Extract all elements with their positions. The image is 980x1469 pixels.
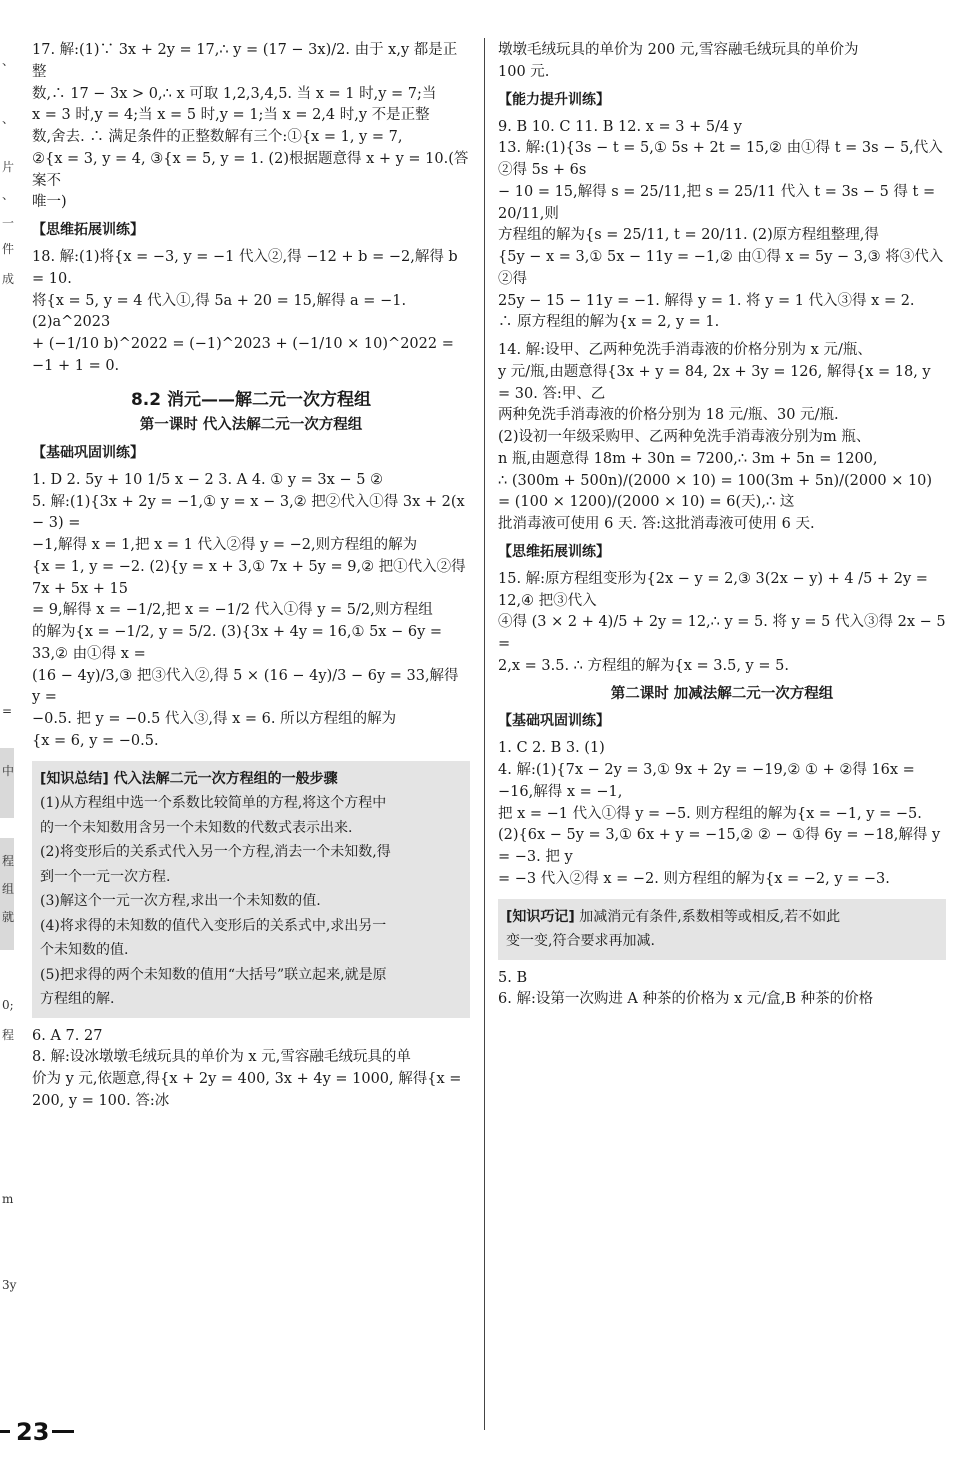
edge-mark: 片	[2, 160, 15, 174]
answer-line: 100 元.	[498, 63, 550, 80]
answer-line: 方程组的解为{s = 25/11, t = 20/11. (2)原方程组整理,得	[498, 227, 879, 244]
section-heading-thinking: 【思维拓展训练】	[498, 543, 610, 560]
answer-line: {5y − x = 3,① 5x − 11y = −1,② 由①得 x = 5y − 3,③ 将③代入②得	[498, 249, 944, 287]
answer-line: 数,舍去. ∴ 满足条件的正整数解有三个:①{x = 1, y = 7,	[32, 129, 403, 145]
answer-line: 15. 解:原方程组变形为{2x − y = 2,③ 3(2x − y) + 4 /5 + 2y = 12,④ 把③代入	[498, 570, 928, 609]
answer-line: {x = 1, y = −2. (2){y = x + 3,① 7x + 5y = 9,② 把①代入②得 7x + 5x + 15	[32, 558, 466, 597]
note-title: [知识总结] 代入法解二元一次方程组的一般步骤	[40, 770, 338, 787]
answer-13	[498, 138, 946, 334]
answer-line: 的解为{x = −1/2, y = 5/2. (3){3x + 4y = 16,① 5x − 6y = 33,② 由①得 x =	[32, 624, 443, 662]
note-line: (4)将求得的未知数的值代入变形后的关系式中,求出另一	[40, 917, 387, 934]
edge-mark: 、	[2, 112, 15, 126]
edge-mark: 组	[2, 882, 15, 896]
answers-9-12: 9. B 10. C 11. B 12. x = 3 + 5/4 y	[498, 118, 742, 135]
answer-line: 5. 解:(1){3x + 2y = −1,① y = x − 3,② 把②代入①得 3x + 2(x − 3) =	[32, 493, 465, 532]
answer-line: ②{x = 3, y = 4, ③{x = 5, y = 1. (2)根据题意得 x + y = 10.(答案不	[32, 150, 469, 189]
edge-shade	[0, 748, 14, 818]
answer-line: 将{x = 5, y = 4 代入①,得 5a + 20 = 15,解得 a = −1. (2)a^2023	[32, 292, 407, 331]
edge-mark: 程	[2, 854, 15, 868]
answer-14	[498, 340, 946, 536]
note-line: (1)从方程组中选一个系数比较简单的方程,将这个方程中	[40, 795, 387, 811]
answer-line: 数,∴ 17 − 3x > 0,∴ x 可取 1,2,3,4,5. 当 x = 1 时,y = 7;当	[32, 85, 437, 102]
left-column	[26, 40, 474, 1425]
answer-line: (2)设初一年级采购甲、乙两种免洗手消毒液分别为m 瓶、	[498, 429, 871, 445]
lesson-title: 第二课时 加减法解二元一次方程组	[610, 685, 834, 702]
answer-line: 17. 解:(1)∵ 3x + 2y = 17,∴ y = (17 − 3x)/2. 由于 x,y 都是正整	[32, 42, 458, 80]
section-heading-basic: 【基础巩固训练】	[32, 444, 144, 461]
answer-18	[32, 247, 470, 378]
knowledge-summary-box	[32, 761, 470, 1018]
answer-line: 墩墩毛绒玩具的单价为 200 元,雪容融毛绒玩具的单价为	[498, 42, 859, 58]
note-line: (5)把求得的两个未知数的值用“大括号”联立起来,就是原	[40, 966, 387, 983]
chapter-title: 8.2 消元——解二元一次方程组	[130, 389, 372, 410]
column-divider	[484, 38, 485, 1430]
edge-mark: 0;	[2, 998, 14, 1012]
answer-line: = −3 代入②得 x = −2. 则方程组的解为{x = −2, y = −3.	[498, 870, 890, 887]
note-line: 方程组的解.	[40, 991, 115, 1007]
answers-6-7: 6. A 7. 27	[32, 1027, 103, 1044]
edge-mark: 中	[2, 764, 15, 778]
edge-mark: 3y	[2, 1278, 17, 1292]
answer-5: 5. B	[498, 969, 528, 986]
page-number-dash	[52, 1430, 74, 1433]
edge-mark: 成	[2, 272, 15, 286]
answer-17	[32, 40, 470, 214]
section-heading-basic: 【基础巩固训练】	[498, 713, 610, 730]
note-text: 加减消元有条件,系数相等或相反,若不如此	[579, 908, 841, 925]
edge-mark: 一	[2, 216, 15, 230]
answer-line: 2,x = 3.5. ∴ 方程组的解为{x = 3.5, y = 5.	[498, 657, 789, 674]
answer-line: −0.5. 把 y = −0.5 代入③,得 x = 6. 所以方程组的解为	[32, 711, 397, 727]
edge-mark: 件	[2, 242, 15, 256]
answer-line: x = 3 时,y = 4;当 x = 5 时,y = 1;当 x = 2,4 时,y 不是正整	[32, 107, 430, 124]
answer-line: 唯一)	[32, 194, 67, 211]
answer-line: 8. 解:设冰墩墩毛绒玩具的单价为 x 元,雪容融毛绒玩具的单	[32, 1049, 411, 1066]
edge-mark: m	[2, 1192, 14, 1206]
note-line: (3)解这个一元一次方程,求出一个未知数的值.	[40, 893, 321, 909]
lesson-title: 第一课时 代入法解二元一次方程组	[139, 417, 363, 433]
right-column	[494, 40, 946, 1425]
answer-15	[498, 569, 946, 678]
answer-line: 两种免洗手消毒液的价格分别为 18 元/瓶、30 元/瓶.	[498, 407, 839, 424]
answer-line: ④得 (3 × 2 + 4)/5 + 2y = 12,∴ y = 5. 将 y = 5 代入③得 2x − 5 =	[498, 614, 946, 652]
answer-line: 批消毒液可使用 6 天. 答:这批消毒液可使用 6 天.	[498, 516, 815, 532]
answer-6: 6. 解:设第一次购进 A 种茶的价格为 x 元/盒,B 种茶的价格	[498, 991, 874, 1008]
section-heading-ability: 【能力提升训练】	[498, 91, 610, 108]
section-heading-thinking: 【思维拓展训练】	[32, 222, 144, 238]
edge-mark: 、	[2, 188, 15, 202]
note-line: 到一个一元一次方程.	[40, 868, 171, 885]
answer-4	[498, 760, 946, 891]
answer-line: −1,解得 x = 1,把 x = 1 代入②得 y = −2,则方程组的解为	[32, 537, 418, 553]
answer-line: 14. 解:设甲、乙两种免洗手消毒液的价格分别为 x 元/瓶、	[498, 342, 872, 358]
answer-line: y 元/瓶,由题意得{3x + y = 84, 2x + 3y = 126, 解得{x = 18, y = 30. 答:甲、乙	[498, 363, 931, 402]
note-line: (2)将变形后的关系式代入另一个方程,消去一个未知数,得	[40, 844, 391, 860]
page-number-dash	[0, 1430, 10, 1433]
answer-line: ∴ 原方程组的解为{x = 2, y = 1.	[498, 314, 720, 331]
page-number: 23	[16, 1418, 50, 1446]
answers-1-3: 1. C 2. B 3. (1)	[498, 740, 605, 757]
answer-line: (2){6x − 5y = 3,① 6x + y = −15,② ② − ①得 6y = −18,解得 y = −3. 把 y	[498, 827, 941, 865]
answer-line: 13. 解:(1){3s − t = 5,① 5s + 2t = 15,② 由①得 t = 3s − 5,代入②得 5s + 6s	[498, 140, 943, 178]
note-line: 的一个未知数用含另一个未知数的代数式表示出来.	[40, 819, 353, 836]
note-line: 个未知数的值.	[40, 942, 129, 958]
edge-mark: 、	[2, 54, 15, 68]
note-line	[506, 905, 938, 930]
answer-8	[32, 1047, 470, 1112]
knowledge-tip-box	[498, 899, 946, 960]
edge-mark: =	[2, 704, 13, 718]
answer-line: 把 x = −1 代入①得 y = −5. 则方程组的解为{x = −1, y = −5.	[498, 805, 922, 822]
answer-line: ∴ (300m + 500n)/(2000 × 10) = 100(3m + 5n)/(2000 × 10) = (100 × 1200)/(2000 × 10) = 6(天),∴ 这	[498, 472, 933, 511]
answers-1-4: 1. D 2. 5y + 10 1/5 x − 2 3. A 4. ① y = 3x − 5 ②	[32, 471, 384, 488]
answer-line: 25y − 15 − 11y = −1. 解得 y = 1. 将 y = 1 代入③得 x = 2.	[498, 292, 915, 309]
note-title: [知识巧记]	[506, 908, 575, 925]
answer-8-continued	[498, 40, 946, 84]
answer-line: n 瓶,由题意得 18m + 30n = 7200,∴ 3m + 5n = 1200,	[498, 450, 878, 467]
answer-line: (16 − 4y)/3,③ 把③代入②,得 5 × (16 − 4y)/3 − 6y = 33,解得 y =	[32, 667, 459, 706]
answer-line: − 10 = 15,解得 s = 25/11,把 s = 25/11 代入 t = 3s − 5 得 t = 20/11,则	[498, 183, 936, 222]
answer-line: 18. 解:(1)将{x = −3, y = −1 代入②,得 −12 + b = −2,解得 b = 10.	[32, 249, 458, 287]
edge-mark: 程	[2, 1028, 15, 1042]
note-line: 变一变,符合要求再加减.	[506, 933, 655, 949]
answer-line: 4. 解:(1){7x − 2y = 3,① 9x + 2y = −19,② ① + ②得 16x = −16,解得 x = −1,	[498, 762, 915, 800]
answer-5	[32, 492, 470, 753]
edge-mark: 就	[2, 910, 15, 924]
answer-line: 价为 y 元,依题意,得{x + 2y = 400, 3x + 4y = 1000, 解得{x = 200, y = 100. 答:冰	[32, 1071, 462, 1109]
answer-line: {x = 6, y = −0.5.	[32, 732, 159, 749]
answer-line: + (−1/10 b)^2022 = (−1)^2023 + (−1/10 × 10)^2022 = −1 + 1 = 0.	[32, 336, 454, 374]
binding-edge	[0, 0, 18, 1469]
answer-line: = 9,解得 x = −1/2,把 x = −1/2 代入①得 y = 5/2,则方程组	[32, 602, 433, 619]
